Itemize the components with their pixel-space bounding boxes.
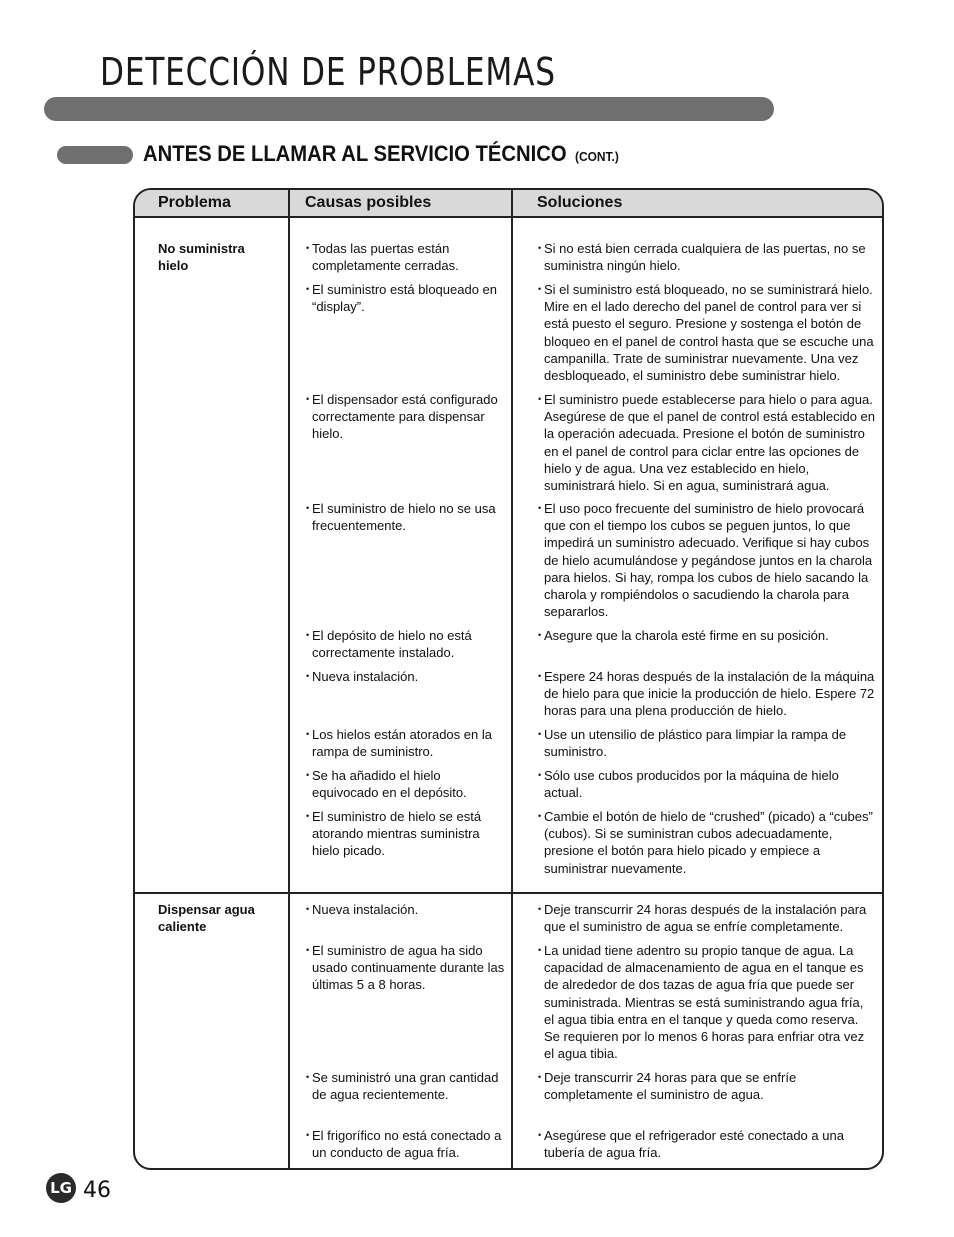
solution-item: • Si no está bien cerrada cualquiera de las puertas, no se suministra ningún hielo. xyxy=(538,241,866,274)
section-marker xyxy=(57,146,133,164)
header-soluciones: Soluciones xyxy=(537,194,623,211)
cause-item: • Nueva instalación. xyxy=(306,902,419,917)
solution-item: • Asegure que la charola esté firme en su posición. xyxy=(538,628,829,643)
solution-item: • El uso poco frecuente del suministro de hielo provocará que con el tiempo los cubos se peguen juntos, lo que impedirá un suministro adecuado. Verifique si hay cubos de hielo acumulándose y pegándose juntos en la charola para hielos. Si hay, rompa los cubos de hielo sacando la charola y rompiéndolos o sacudiendo la charola para separarlos. xyxy=(538,501,873,620)
cause-item: • El suministro de hielo no se usa frecuentemente. xyxy=(306,501,496,534)
header-causas: Causas posibles xyxy=(305,194,432,211)
solution-item: • Deje transcurrir 24 horas después de la instalación para que el suministro de agua se enfríe completamente. xyxy=(538,902,867,935)
problem-no-ice: No suministra hielo xyxy=(158,241,245,273)
lg-logo: LG xyxy=(46,1173,76,1203)
page-number: 46 xyxy=(83,1178,111,1203)
solution-item: • Sólo use cubos producidos por la máquina de hielo actual. xyxy=(538,768,839,801)
row-divider xyxy=(135,892,882,894)
cause-item: • Todas las puertas están completamente cerradas. xyxy=(306,241,459,274)
cause-item: • Se ha añadido el hielo equivocado en el depósito. xyxy=(306,768,467,801)
cause-item: • El suministro está bloqueado en “display”. xyxy=(306,282,498,315)
title-bar xyxy=(44,97,774,121)
problem-warm-water: Dispensar agua caliente xyxy=(158,902,255,934)
solution-item: • Cambie el botón de hielo de “crushed” (picado) a “cubes” (cubos). Si se suministran cubos adecuadamente, presione el botón para hielo picado y empiece a suministrar nuevamente. xyxy=(538,809,873,876)
cause-item: • El suministro de hielo se está atorando mientras suministra hielo picado. xyxy=(306,809,482,859)
header-problema: Problema xyxy=(158,194,231,211)
troubleshooting-table xyxy=(133,188,884,1170)
solution-item: • Asegúrese que el refrigerador esté conectado a una tubería de agua fría. xyxy=(538,1128,844,1161)
cause-item: • El frigorífico no está conectado a un conducto de agua fría. xyxy=(306,1128,502,1161)
section-heading-text: ANTES DE LLAMAR AL SERVICIO TÉCNICO xyxy=(143,141,567,166)
section-heading-suffix: (CONT.) xyxy=(574,149,619,164)
column-divider xyxy=(288,190,290,1168)
table-header xyxy=(135,190,882,218)
solution-item: • Si el suministro está bloqueado, no se suministrará hielo. Mire en el lado derecho del panel de control para ver si está puesto el seguro. Presione y sostenga el botón de bloqueo en el panel de control hasta que se escuche una campanilla. Trate de suministrar nuevamente. Una vez desbloqueado, el suministro debe suministrar hielo. xyxy=(538,282,874,384)
solution-item: • El suministro puede establecerse para hielo o para agua. Asegúrese de que el panel de control está establecido en la operación adecuada. Presione el botón de suministro en el panel de control para ciclar entre las opciones de hielo y de agua. Una vez establecido en hielo, suministrará hielo. Si en agua, suministrará agua. xyxy=(538,392,876,494)
cause-item: • Nueva instalación. xyxy=(306,669,419,684)
solution-item: • Deje transcurrir 24 horas para que se enfríe completamente el suministro de agua. xyxy=(538,1070,797,1103)
cause-item: • El dispensador está configurado correctamente para dispensar hielo. xyxy=(306,392,498,442)
solution-item: • Use un utensilio de plástico para limpiar la rampa de suministro. xyxy=(538,727,847,760)
solution-item: • Espere 24 horas después de la instalación de la máquina de hielo para que inicie la producción de hielo. Espere 72 horas para una plena producción de hielo. xyxy=(538,669,875,719)
page-title: DETECCIÓN DE PROBLEMAS xyxy=(100,50,556,94)
cause-item: • El depósito de hielo no está correctamente instalado. xyxy=(306,628,472,661)
cause-item: • El suministro de agua ha sido usado continuamente durante las últimas 5 a 8 horas. xyxy=(306,943,505,993)
section-heading xyxy=(143,141,619,167)
cause-item: • Se suministró una gran cantidad de agua recientemente. xyxy=(306,1070,499,1103)
column-divider xyxy=(511,190,513,1168)
cause-item: • Los hielos están atorados en la rampa de suministro. xyxy=(306,727,492,760)
solution-item: • La unidad tiene adentro su propio tanque de agua. La capacidad de almacenamiento de agua en el tanque es de alrededor de dos tazas de agua fría que puede ser suministrada. Mientras se está suministrando agua fría, el agua tibia entra en el tanque y queda como reserva. Se requieren por lo menos 6 horas para enfriar otra vez el agua tibia. xyxy=(538,943,865,1062)
